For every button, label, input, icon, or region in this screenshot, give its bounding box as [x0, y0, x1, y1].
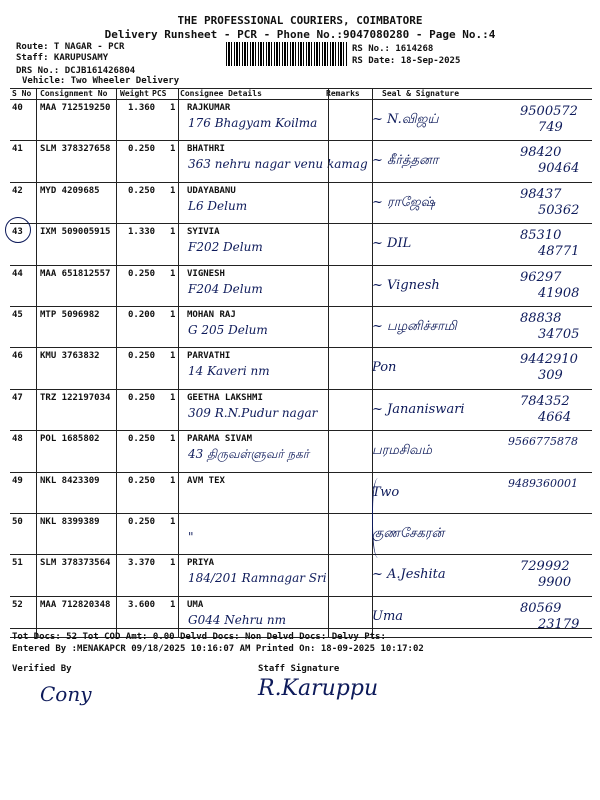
row-consignment-no: MAA 651812557 [40, 268, 111, 279]
column-divider [328, 88, 329, 638]
row-consignee-name: PRIYA [187, 558, 215, 569]
column-divider [178, 88, 179, 638]
verified-signature: Cony [40, 682, 92, 706]
row-handwritten-address: 176 Bhagyam Koilma [188, 116, 318, 130]
row-pcs: 1 [170, 268, 176, 279]
totals-line: Tot Docs: 52 Tot COD Amt: 0.00 Delvd Docs: Non Delvd Docs: Delvy Pts: [12, 632, 386, 642]
row-divider [10, 389, 592, 390]
row-receiver-signature: ~ கீர்த்தனா [372, 153, 439, 169]
row-divider [10, 513, 592, 514]
row-receiver-signature: Two [372, 484, 400, 500]
row-phone-line2: 23179 [538, 616, 580, 632]
row-sno: 44 [12, 268, 23, 279]
row-weight: 0.250 [128, 268, 156, 279]
row-divider [10, 596, 592, 597]
row-receiver-signature: ~ Jananiswari [372, 401, 465, 417]
row-phone-line2: 41908 [538, 285, 580, 301]
row-sno: 40 [12, 103, 23, 113]
row-handwritten-address: " [188, 530, 194, 544]
row-divider [10, 472, 592, 473]
row-divider [10, 554, 592, 555]
row-phone-line1: 729992 [520, 559, 570, 575]
page-subtitle: Delivery Runsheet - PCR - Phone No.:9047080280 - Page No.:4 [104, 28, 496, 41]
route: Route: T NAGAR - PCR [16, 42, 125, 52]
row-pcs: 1 [170, 310, 176, 320]
row-consignee-name: PARVATHI [187, 351, 231, 362]
col-seal-signature: Seal & Signature [382, 89, 460, 98]
row-divider [10, 223, 592, 224]
row-consignment-no: POL 1685802 [40, 434, 100, 445]
row-sno: 50 [12, 517, 23, 527]
row-phone-line2: 48771 [538, 244, 580, 260]
row-divider [10, 347, 592, 348]
row-sno: 47 [12, 392, 23, 403]
row-sno: 43 [12, 227, 23, 238]
row-phone-line1: 9566775878 [508, 435, 578, 449]
row-pcs: 1 [170, 351, 176, 362]
row-handwritten-address: 43 திருவள்ளுவர் நகர் [188, 447, 310, 462]
row-phone-line1: 88838 [520, 311, 562, 326]
staff: Staff: KARUPUSAMY [16, 53, 109, 63]
row-sno: 52 [12, 599, 23, 610]
row-consignment-no: MTP 5096982 [40, 310, 100, 320]
row-sno: 45 [12, 310, 23, 320]
row-sno: 42 [12, 185, 23, 196]
row-weight: 3.370 [128, 558, 156, 569]
row-weight: 3.600 [128, 599, 156, 610]
col-consignment: Consignment No [40, 89, 108, 98]
row-consignment-no: NKL 8423309 [40, 475, 100, 486]
row-phone-line2: 309 [538, 368, 563, 384]
row-consignee-name: BHATHRI [187, 144, 225, 155]
row-weight: 0.250 [128, 144, 156, 155]
row-receiver-signature: ~ DIL [372, 236, 412, 252]
column-divider [116, 88, 117, 638]
row-phone-line1: 9489360001 [508, 476, 578, 490]
col-sno: S No [12, 89, 32, 98]
row-handwritten-address: G 205 Delum [188, 323, 268, 337]
row-consignment-no: TRZ 122197034 [40, 392, 111, 403]
row-consignee-name: VIGNESH [187, 268, 225, 279]
row-phone-line1: 784352 [520, 393, 570, 409]
row-weight: 0.250 [128, 351, 156, 362]
row-phone-line2: 50362 [538, 202, 580, 218]
row-phone-line2: 749 [538, 120, 563, 135]
column-divider [372, 88, 373, 638]
row-sno: 48 [12, 434, 23, 445]
row-pcs: 1 [170, 227, 176, 238]
row-consignment-no: IXM 509005915 [40, 227, 111, 238]
row-divider [10, 182, 592, 183]
rs-number: RS No.: 1614268 [352, 44, 434, 54]
row-consignment-no: MAA 712519250 [40, 103, 111, 113]
row-weight: 0.250 [128, 434, 156, 445]
row-consignee-name: MOHAN RAJ [187, 310, 236, 320]
row-consignment-no: SLM 378373564 [40, 558, 111, 569]
row-consignee-name: UDAYABANU [187, 185, 236, 196]
row-phone-line2: 90464 [538, 161, 580, 177]
row-handwritten-address: L6 Delum [188, 198, 248, 213]
row-consignment-no: MYD 4209685 [40, 185, 100, 196]
row-consignee-name: UMA [187, 599, 204, 610]
row-weight: 1.360 [128, 103, 156, 113]
row-phone-line1: 80569 [520, 600, 562, 616]
row-pcs: 1 [170, 558, 176, 569]
verified-by-label: Verified By [12, 664, 72, 674]
rows-49-50-brace [372, 478, 387, 558]
row-pcs: 1 [170, 103, 176, 113]
row-divider [10, 430, 592, 431]
row-weight: 0.250 [128, 392, 156, 403]
row-phone-line1: 9500572 [520, 104, 578, 119]
col-weight: Weight [120, 89, 149, 98]
col-consignee: Consignee Details [180, 89, 262, 98]
entered-line: Entered By :MENAKAPCR 09/18/2025 10:16:07 AM Printed On: 18-09-2025 10:17:02 [12, 644, 424, 654]
row-receiver-signature: பரமசிவம் [372, 443, 432, 459]
row-handwritten-address: 184/201 Ramnagar Sri [188, 571, 327, 586]
barcode [226, 42, 348, 66]
row-phone-line1: 9442910 [520, 352, 578, 368]
row-phone-line1: 98437 [520, 186, 562, 202]
row-receiver-signature: ~ Vignesh [372, 277, 440, 293]
footer-rule [10, 628, 592, 629]
row-handwritten-address: 363 nehru nagar venu kamag [188, 157, 368, 172]
row-receiver-signature: ~ A.Jeshita [372, 567, 446, 583]
row-consignment-no: SLM 378327658 [40, 144, 111, 155]
row-weight: 0.250 [128, 475, 156, 486]
row-handwritten-address: G044 Nehru nm [188, 612, 287, 627]
row-pcs: 1 [170, 599, 176, 610]
row-consignment-no: NKL 8399389 [40, 517, 100, 527]
row-handwritten-address: 14 Kaveri nm [188, 364, 270, 379]
row-receiver-signature: குணசேகரன் [372, 526, 445, 541]
row-phone-line1: 96297 [520, 269, 562, 285]
row-receiver-signature: ~ ராஜேஷ் [372, 194, 436, 210]
row-phone-line2: 9900 [538, 575, 572, 591]
row-divider [10, 265, 592, 266]
row-consignee-name: GEETHA LAKSHMI [187, 392, 263, 403]
row-consignee-name: PARAMA SIVAM [187, 434, 253, 445]
row-divider [10, 306, 592, 307]
row-phone-line1: 85310 [520, 228, 562, 244]
row-handwritten-address: 309 R.N.Pudur nagar [188, 405, 318, 420]
row-consignee-name: AVM TEX [187, 475, 225, 486]
page-title: THE PROFESSIONAL COURIERS, COIMBATORE [177, 14, 423, 27]
drs-number: DRS No.: DCJB161426804 [16, 66, 136, 76]
row-handwritten-address: F202 Delum [188, 240, 263, 255]
row-receiver-signature: Uma [372, 608, 404, 624]
row-sno: 46 [12, 351, 23, 362]
row-phone-line1: 98420 [520, 145, 562, 161]
row-handwritten-address: F204 Delum [188, 281, 263, 296]
staff-signature: R.Karuppu [258, 676, 379, 701]
row-consignee-name: RAJKUMAR [187, 103, 231, 113]
col-remarks: Remarks [326, 89, 360, 98]
row-weight: 1.330 [128, 227, 156, 238]
row-weight: 0.200 [128, 310, 156, 320]
row-sno: 41 [12, 144, 23, 155]
row-pcs: 1 [170, 434, 176, 445]
row-phone-line2: 4664 [538, 409, 572, 425]
row-43-circle-mark [5, 217, 31, 243]
column-divider [36, 88, 37, 638]
row-weight: 0.250 [128, 517, 156, 527]
row-receiver-signature: ~ பழனிச்சாமி [372, 319, 457, 334]
row-pcs: 1 [170, 392, 176, 403]
row-weight: 0.250 [128, 185, 156, 196]
row-pcs: 1 [170, 185, 176, 196]
row-consignment-no: KMU 3763832 [40, 351, 100, 362]
staff-signature-label: Staff Signature [258, 664, 340, 674]
row-consignment-no: MAA 712820348 [40, 599, 111, 610]
row-pcs: 1 [170, 144, 176, 155]
row-receiver-signature: Pon [372, 360, 397, 376]
row-pcs: 1 [170, 517, 176, 527]
row-phone-line2: 34705 [538, 327, 580, 342]
col-pcs: PCS [152, 89, 167, 98]
row-divider [10, 140, 592, 141]
row-consignee-name: SYIVIA [187, 227, 220, 238]
header-bottom-rule [10, 99, 592, 100]
row-pcs: 1 [170, 475, 176, 486]
row-sno: 49 [12, 475, 23, 486]
rs-date: RS Date: 18-Sep-2025 [352, 56, 461, 66]
vehicle: Vehicle: Two Wheeler Delivery [22, 76, 180, 86]
row-sno: 51 [12, 558, 23, 569]
row-receiver-signature: ~ N.விஜய் [372, 112, 439, 127]
